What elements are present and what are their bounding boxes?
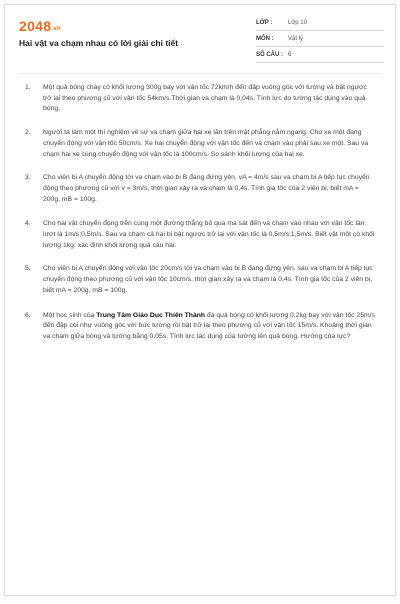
logo-main: 2048 bbox=[19, 18, 52, 34]
question-list bbox=[25, 83, 377, 343]
question-item bbox=[25, 264, 377, 296]
meta-row-subject bbox=[256, 33, 384, 47]
meta-row-class bbox=[256, 17, 384, 31]
center-name: Trung Tâm Giáo Dục Thiên Thành bbox=[96, 311, 206, 319]
question-text: Người ta làm một thí nghiệm về sự va chạm giữa hai xe lăn trên mặt phẳng nằm ngang. Cho xe một đang chuyển động với vận tốc 50cm/s. Xe hai chuyển động với vận tốc đến va chạm vào phải sau xe một. Sau va chạm hai xe cùng chuyển động với vận tốc là 100cm/s. So sánh khối lượng của hai xe. bbox=[43, 129, 369, 158]
question-number: 2. bbox=[25, 129, 31, 137]
worksheet-page bbox=[4, 4, 396, 596]
question-item bbox=[25, 219, 377, 251]
meta-value: Vật lý bbox=[288, 36, 304, 42]
site-logo[interactable] bbox=[19, 18, 61, 34]
logo-suffix: .vn bbox=[51, 26, 61, 32]
question-text: Cho viên bi A chuyển động với vận tốc 20cm/s tới va chạm vào bi B đang đứng yên, sau va chạm bi A tiếp tục chuyển động theo phương cũ với vận tốc 10cm/s, thời gian xảy ra va chạm là 0,4s. Tính gia tốc của 2 viên bi, biết mA = 200g, mB = 100g. bbox=[43, 265, 373, 294]
meta-value: Lớp 10 bbox=[288, 20, 307, 26]
question-text: Một quả bóng chày có khối lượng 300g bay với vận tốc 72km/h đến đập vuông góc với tường và bật ngược trở lại theo phương cũ với vận tốc 54km/s.Thời gian va chạm là 0,04s. Tính lực do tường tác dụng vào quả bóng. bbox=[43, 84, 367, 113]
meta-info bbox=[256, 17, 384, 65]
question-text: Cho hai vật chuyển động trên cùng một đường thẳng bỏ qua ma sát đến va chạm vào nhau với vận tốc lần lượt là 1m/s;0,5m/s. Sau va chạm cả hai bị bật ngược trở lại với vận tốc là 0,5m/s;1,5m/s. Biết vật một có khối lượng 1kg. xác định khối lượng quả cầu hai. bbox=[43, 220, 375, 249]
question-item bbox=[25, 83, 377, 115]
meta-row-question-count bbox=[256, 49, 384, 63]
question-text-part: đá quả bóng có khối lượng 0,2kg bay với vận tốc 25m/s đến đập coi như vuông góc với bức tường rồi bật trở lại theo phương cũ với vận tốc 15m/s. Khoảng thời gian va chạm giữa bóng và tường bằng 0,05s. Tính lực tác dụng của tường lên quả bóng. Hướng của lực? bbox=[43, 311, 375, 340]
question-item bbox=[25, 173, 377, 205]
meta-label: SỐ CÂU : bbox=[256, 52, 283, 58]
question-number: 6. bbox=[25, 311, 31, 319]
question-number: 3. bbox=[25, 174, 31, 182]
question-text-part: Một học sinh của bbox=[43, 311, 97, 319]
question-item bbox=[25, 311, 377, 343]
question-text bbox=[43, 311, 377, 343]
page-header bbox=[5, 5, 395, 69]
meta-label: LỚP : bbox=[256, 20, 273, 26]
question-number: 5. bbox=[25, 265, 31, 273]
question-number: 1. bbox=[25, 84, 31, 91]
question-item bbox=[25, 128, 377, 160]
header-divider bbox=[19, 73, 381, 74]
meta-label: MÔN : bbox=[256, 36, 274, 42]
question-text: Cho viên bi A chuyển động tới va chạm vào bi B đang đứng yên, vA = 4m/s sau va chạm bi A tiếp tục chuyển động theo phương cũ với v = 3m/s, thời gian xảy ra va chạm là 0,4s. Tính gia tốc của 2 viên bi, biết mA = 200g, mB = 100g. bbox=[43, 174, 370, 203]
question-number: 4. bbox=[25, 220, 31, 228]
meta-value: 6 bbox=[288, 52, 292, 58]
document-title: Hai vật va chạm nhau có lời giải chi tiết bbox=[19, 38, 179, 48]
